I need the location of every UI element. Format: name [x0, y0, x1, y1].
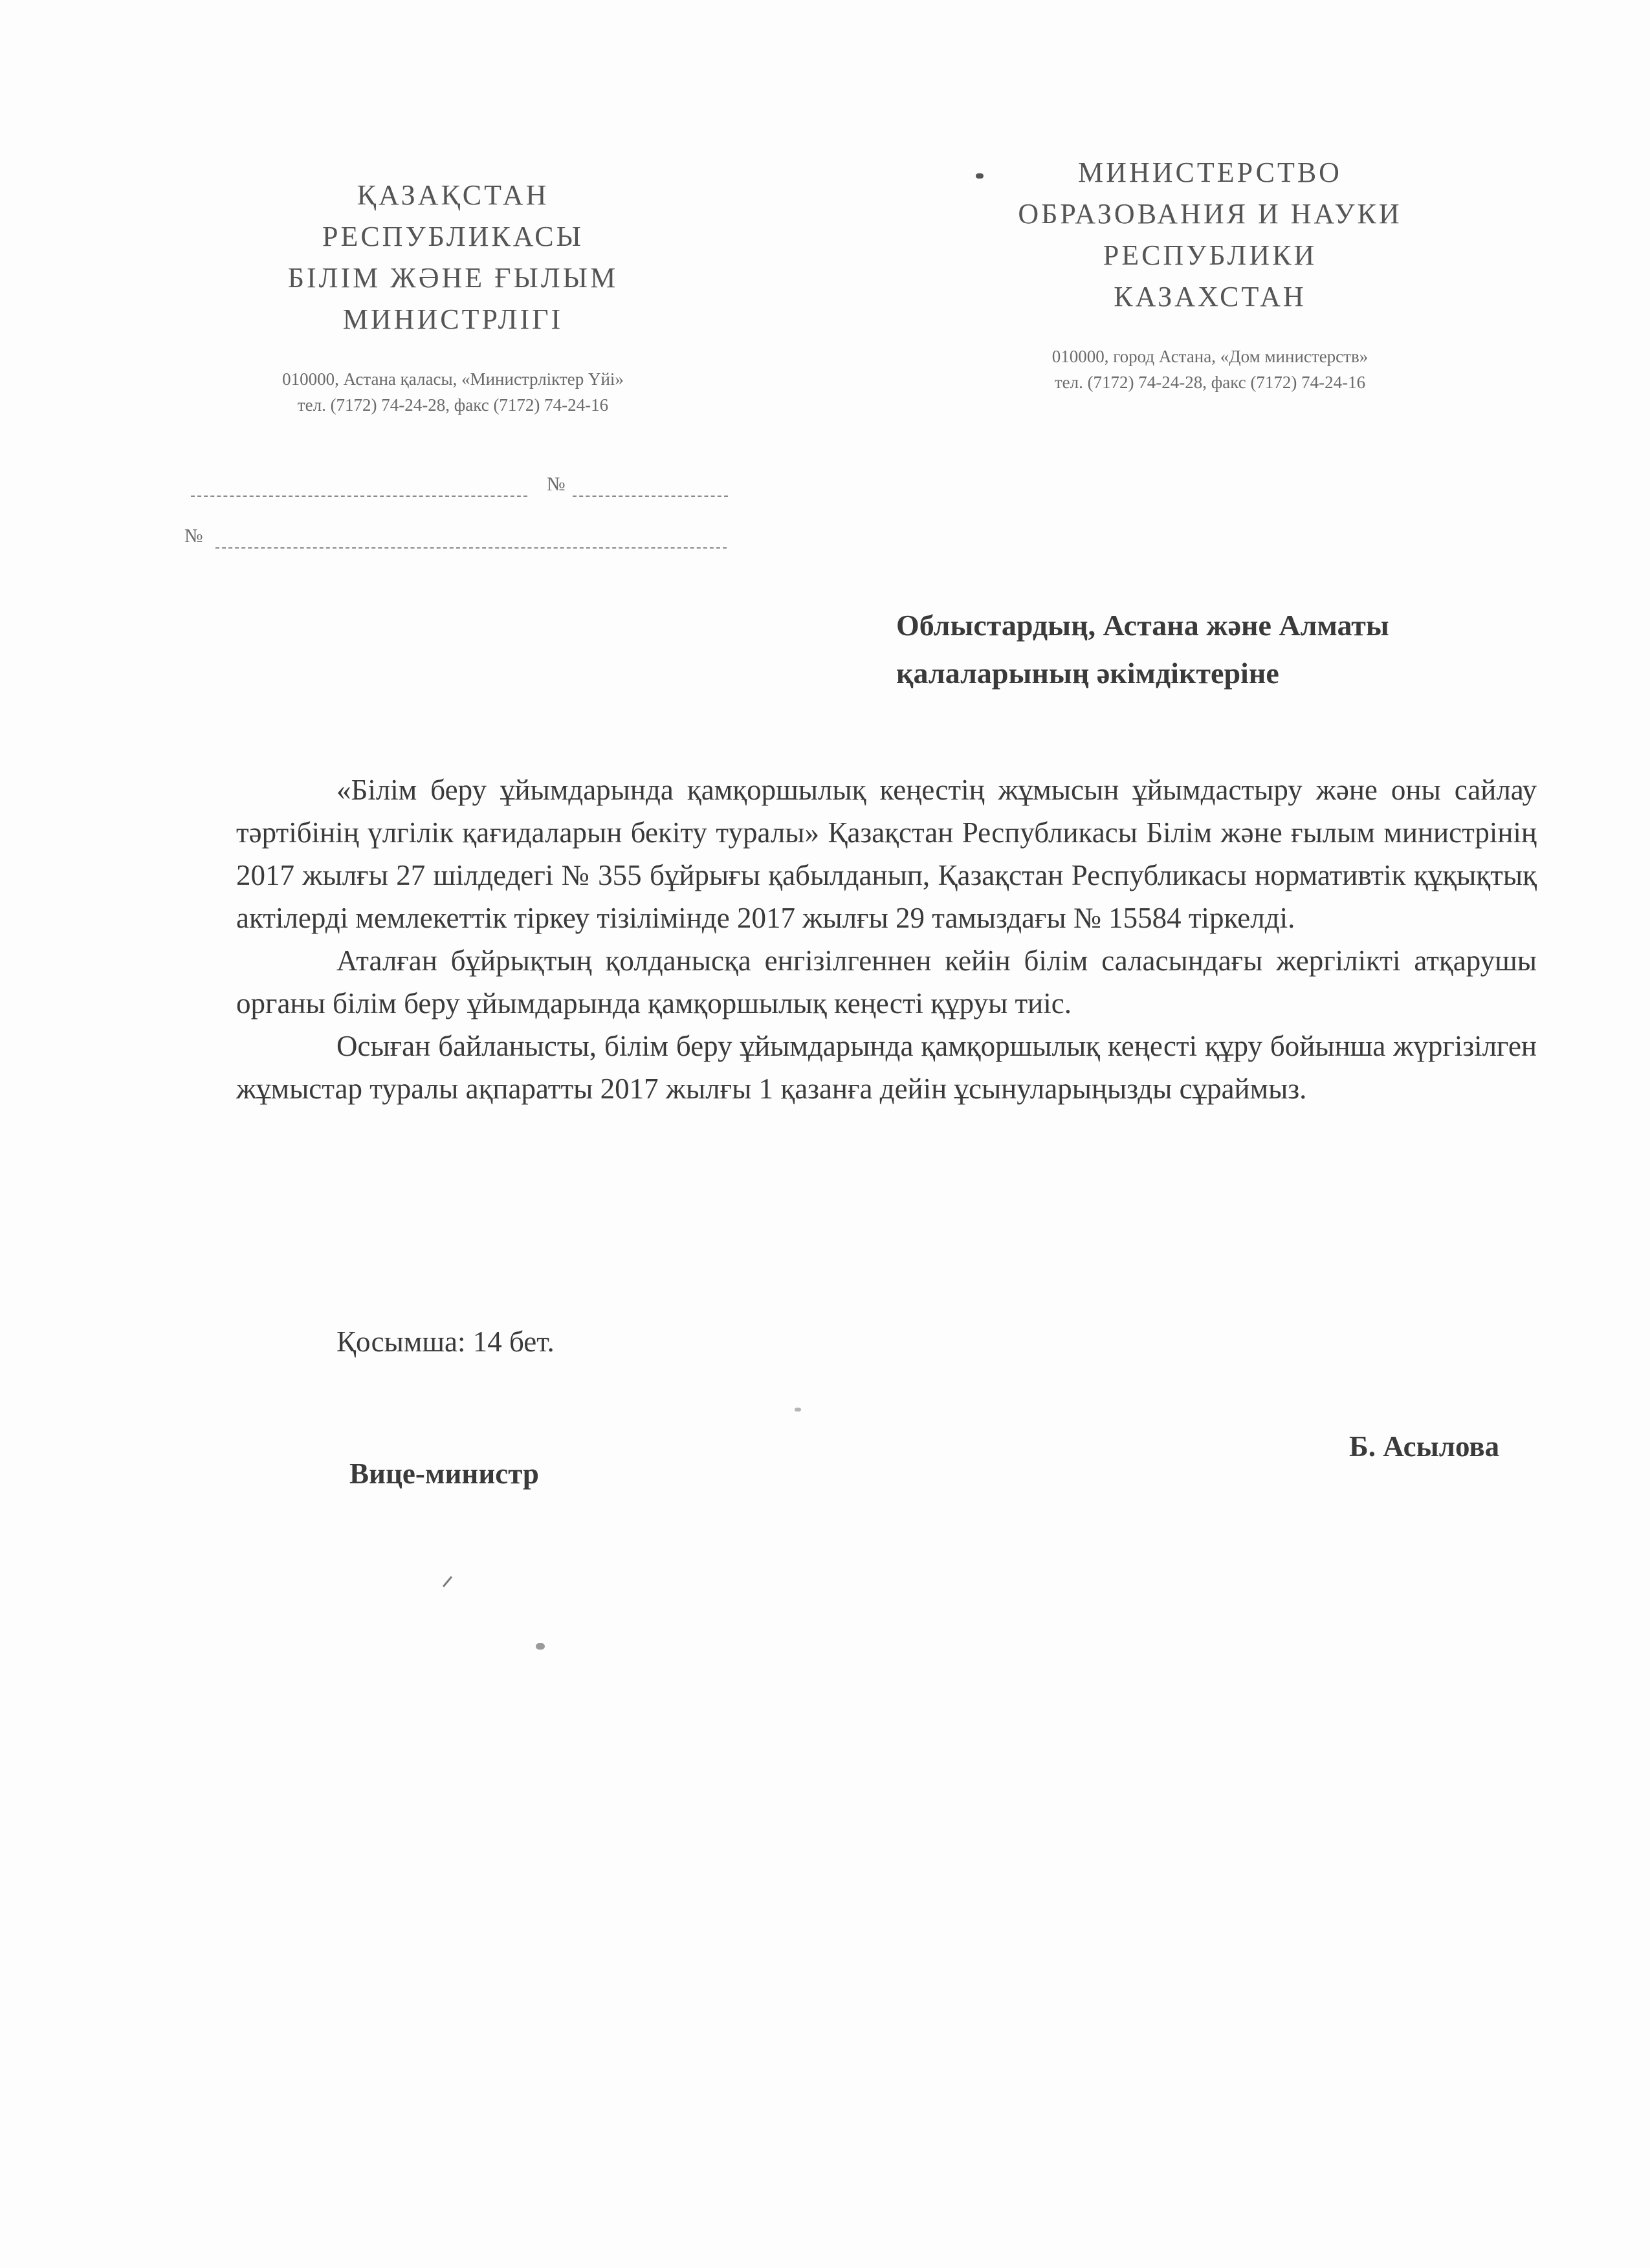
- letterhead-russian-title-line: ОБРАЗОВАНИЯ И НАУКИ: [1018, 198, 1402, 230]
- addressee-line: қалаларының әкімдіктеріне: [896, 657, 1279, 690]
- reference-number-line: [184, 518, 728, 556]
- letterhead-russian-address: [919, 343, 1501, 395]
- scan-speck: [536, 1643, 545, 1650]
- addressee: [896, 602, 1543, 697]
- attachment-note: Қосымша: 14 бет.: [336, 1325, 555, 1358]
- body-paragraph: Осыған байланысты, білім беру ұйымдарында қамқоршылық кеңесті құру бойынша жүргізілген жұмыстар туралы ақпаратты 2017 жылғы 1 қазанға дейін ұсынуларыңызды сұраймыз.: [236, 1030, 1537, 1105]
- blank-line: [191, 496, 527, 497]
- letterhead-kazakh-title-line: БІЛІМ ЖӘНЕ ҒЫЛЫМ: [287, 262, 619, 294]
- number-sign: №: [184, 525, 203, 547]
- blank-line: [215, 547, 727, 549]
- signatory-position: Вице-министр: [349, 1457, 539, 1490]
- reference-number-block: [184, 466, 728, 556]
- reference-date-line: [184, 466, 728, 505]
- letterhead-russian: [919, 152, 1501, 395]
- letterhead-kazakh: [188, 175, 718, 418]
- scan-stroke: [443, 1576, 452, 1587]
- body-paragraph: Аталған бұйрықтың қолданысқа енгізілгеннен кейін білім саласындағы жергілікті атқарушы органы білім беру ұйымдарында қамқоршылық кеңесті құруы тиіс.: [236, 944, 1537, 1020]
- letter-body: [236, 769, 1537, 1110]
- letterhead-kazakh-title-line: МИНИСТРЛІГІ: [342, 303, 564, 335]
- contact-line: тел. (7172) 74-24-28, факс (7172) 74-24-16: [297, 395, 609, 415]
- address-line: 010000, город Астана, «Дом министерств»: [1051, 347, 1369, 366]
- addressee-line: Облыстардың, Астана және Алматы: [896, 609, 1389, 642]
- contact-line: тел. (7172) 74-24-28, факс (7172) 74-24-16: [1054, 373, 1366, 392]
- body-paragraph: «Білім беру ұйымдарында қамқоршылық кеңестің жұмысын ұйымдастыру және оны сайлау тәртібінің үлгілік қағидаларын бекіту туралы» Қазақстан Республикасы Білім және ғылым министрінің 2017 жылғы 27 шілдедегі № 355 бұйрығы қабылданып, Қазақстан Республикасы нормативтік құқықтық актілерді мемлекеттік тіркеу тізілімінде 2017 жылғы 29 тамыздағы № 15584 тіркелді.: [236, 774, 1537, 934]
- signatory-name: Б. Асылова: [1349, 1430, 1500, 1463]
- letterhead-russian-title-line: МИНИСТЕРСТВО: [1078, 157, 1342, 188]
- address-line: 010000, Астана қаласы, «Министрліктер Үйі»: [282, 369, 624, 389]
- blank-line: [573, 496, 728, 497]
- number-sign: №: [547, 474, 566, 495]
- letterhead-kazakh-title: [188, 175, 718, 340]
- letterhead-kazakh-address: [188, 366, 718, 418]
- letterhead-kazakh-title-line: РЕСПУБЛИКАСЫ: [322, 221, 584, 252]
- letterhead-russian-title-line: РЕСПУБЛИКИ: [1103, 239, 1317, 271]
- letterhead-kazakh-title-line: ҚАЗАҚСТАН: [357, 179, 549, 211]
- letterhead-russian-title-line: КАЗАХСТАН: [1114, 281, 1306, 312]
- scan-speck: [795, 1408, 801, 1412]
- letterhead-russian-title: [919, 152, 1501, 318]
